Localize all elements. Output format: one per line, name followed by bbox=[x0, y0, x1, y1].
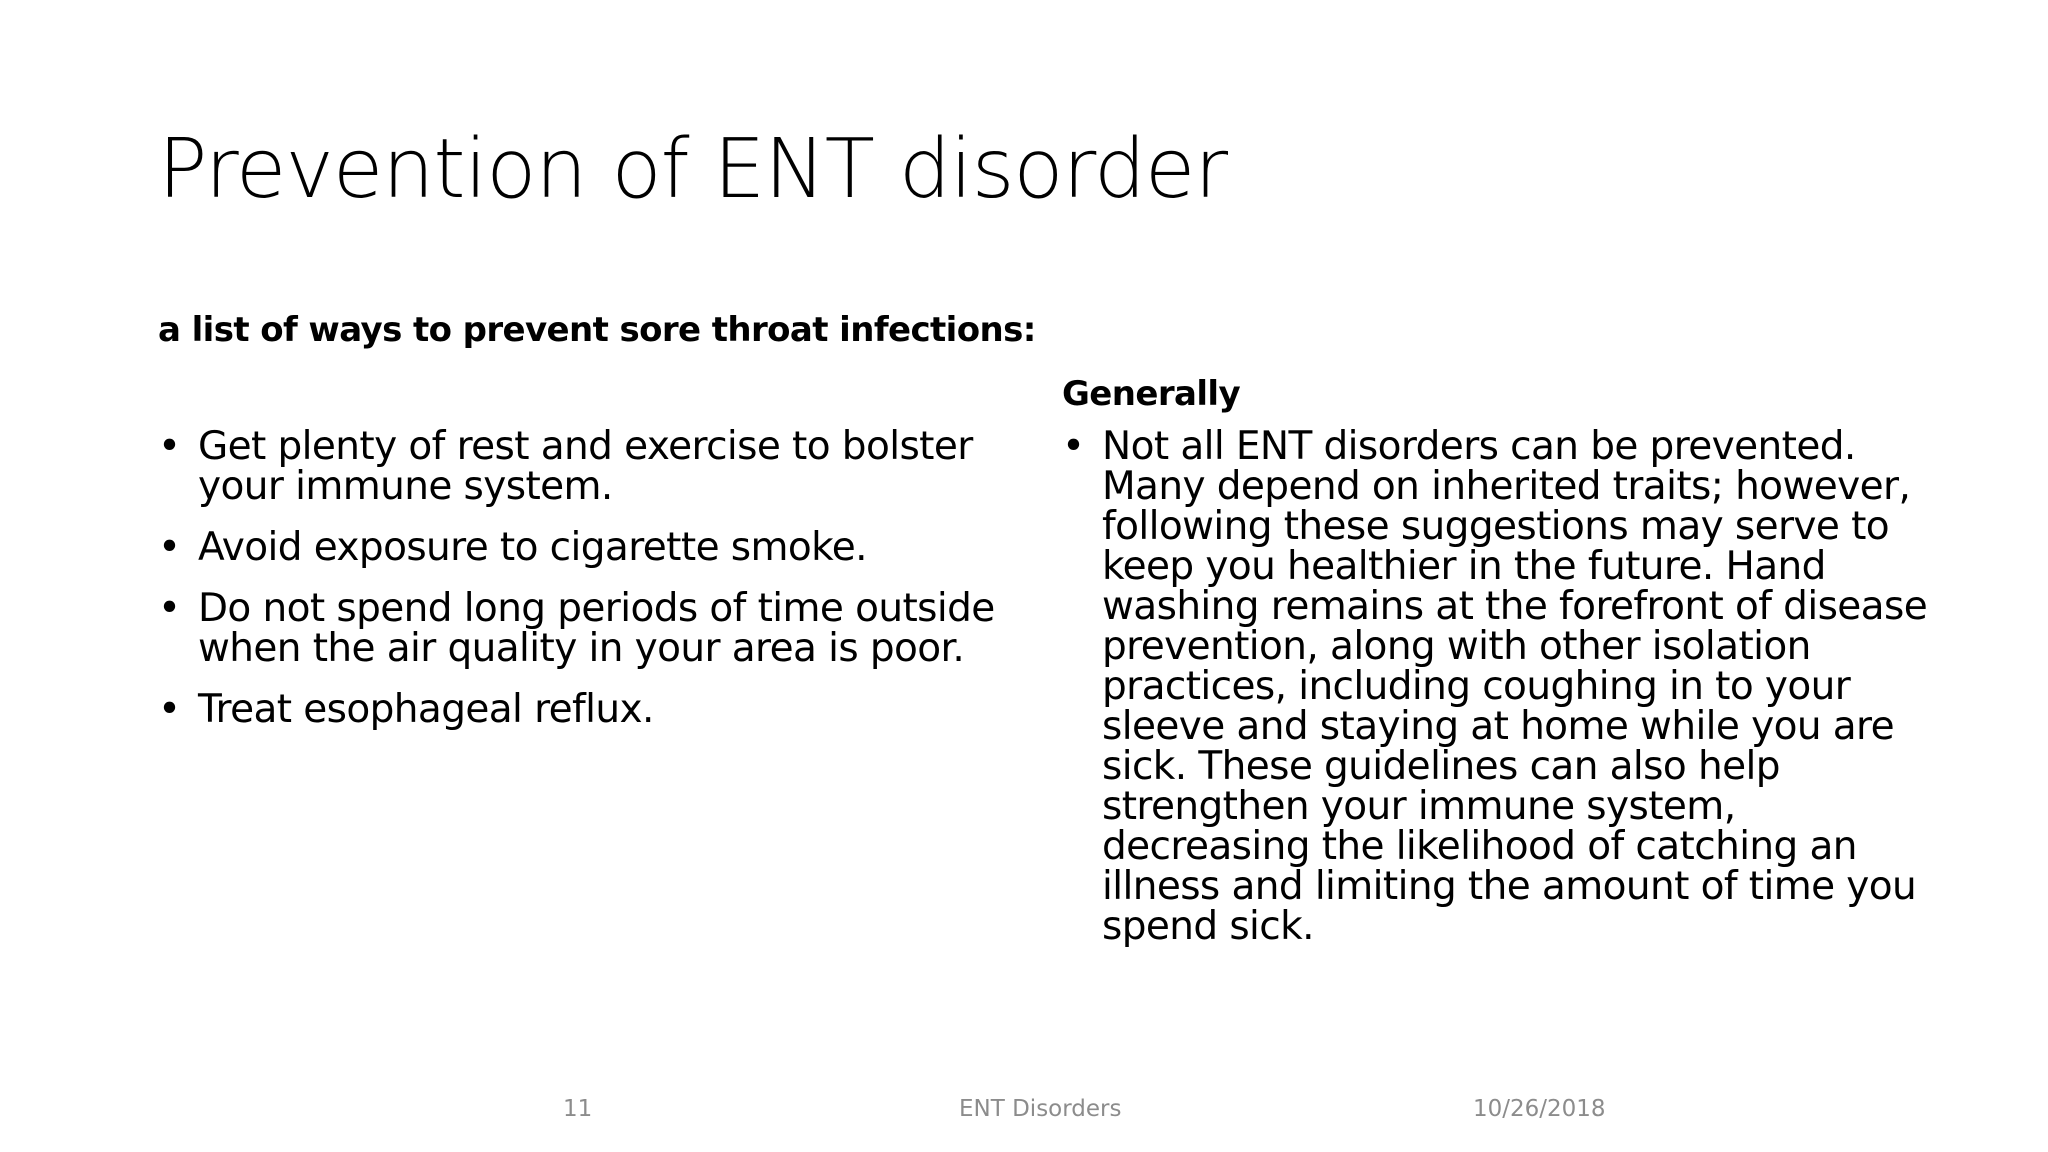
list-item bbox=[158, 586, 998, 671]
list-item-text: Do not spend long periods of time outside when the air quality in your area is poor. bbox=[198, 586, 995, 671]
list-item-text: Get plenty of rest and exercise to bolster your immune system. bbox=[198, 424, 973, 509]
bullet-icon: • bbox=[1062, 424, 1085, 469]
footer-page-number: 11 bbox=[563, 1096, 593, 1122]
list-item bbox=[1062, 424, 1942, 949]
footer-title: ENT Disorders bbox=[959, 1096, 1122, 1122]
right-bullet-list bbox=[1062, 424, 1942, 949]
list-item-text: Not all ENT disorders can be prevented. Many depend on inherited traits; however, following these suggestions may serve to keep you healthier in the future. Hand washing remains at the forefront of disease prevention, along with other isolation practices, including coughing in to your sleeve and staying at home while you are sick. These guidelines can also help strengthen your immune system, decreasing the likelihood of catching an illness and limiting the amount of time you spend sick. bbox=[1102, 424, 1928, 949]
left-column-heading: a list of ways to prevent sore throat infections: bbox=[158, 310, 1036, 350]
slide-title: Prevention of ENT disorder bbox=[158, 122, 1228, 217]
right-column-heading: Generally bbox=[1062, 374, 1241, 414]
bullet-icon: • bbox=[158, 687, 181, 732]
bullet-icon: • bbox=[158, 424, 181, 469]
bullet-icon: • bbox=[158, 586, 181, 631]
bullet-icon: • bbox=[158, 525, 181, 570]
list-item bbox=[158, 525, 998, 570]
list-item bbox=[158, 687, 998, 732]
list-item bbox=[158, 424, 998, 509]
list-item-text: Treat esophageal reflux. bbox=[198, 687, 654, 732]
footer-date: 10/26/2018 bbox=[1473, 1096, 1606, 1122]
left-bullet-list bbox=[158, 424, 998, 751]
list-item-text: Avoid exposure to cigarette smoke. bbox=[198, 525, 867, 570]
